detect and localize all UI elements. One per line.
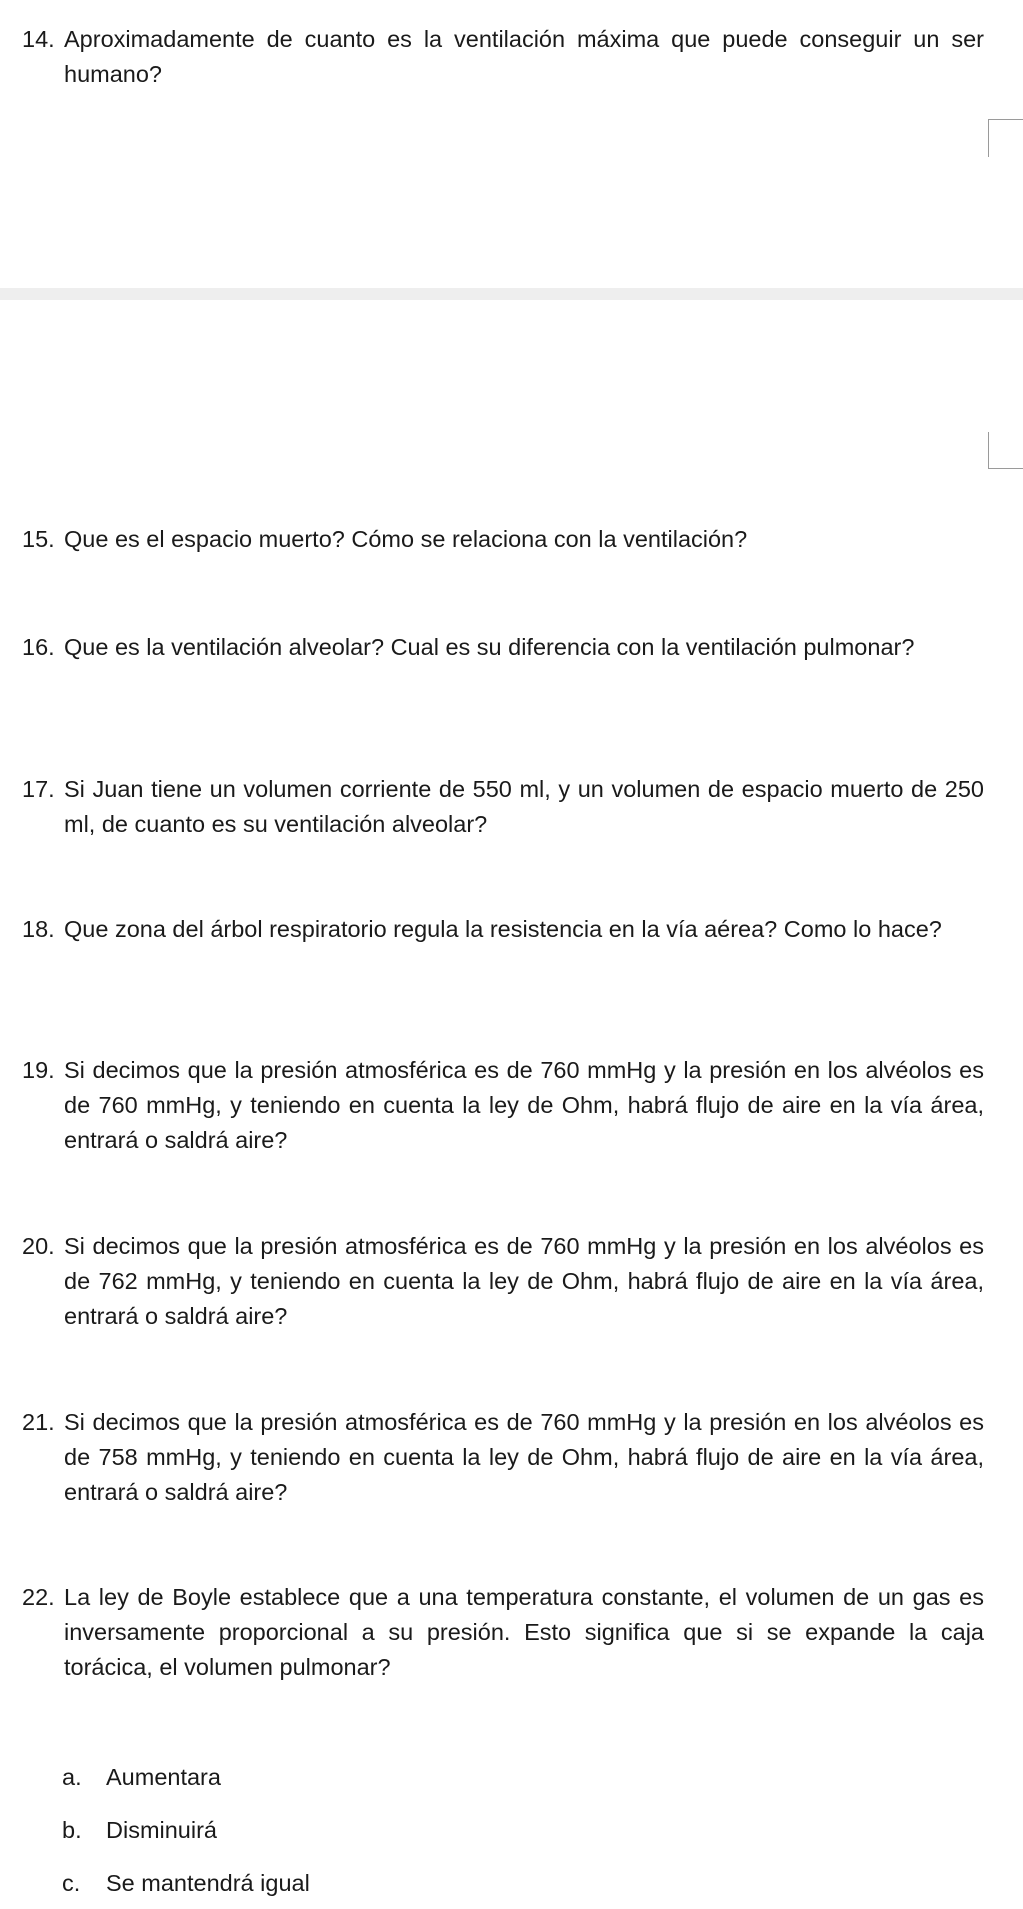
question-text: Si Juan tiene un volumen corriente de 550 ml, y un volumen de espacio muerto de 250 ml, de cuanto es su ventilación alveolar?: [64, 776, 984, 837]
option-letter: c.: [62, 1870, 81, 1896]
question-14: [22, 22, 984, 92]
question-22: [22, 1580, 984, 1685]
question-text: Si decimos que la presión atmosférica es de 760 mmHg y la presión en los alvéolos es de 762 mmHg, y teniendo en cuenta la ley de Ohm, habrá flujo de aire en la vía área, entrará o saldrá aire?: [64, 1233, 984, 1329]
question-number: 15.: [22, 526, 55, 552]
question-16: [22, 630, 984, 665]
question-19: [22, 1053, 984, 1158]
question-21: [22, 1405, 984, 1510]
question-number: 14.: [22, 26, 55, 52]
page-divider: [0, 288, 1023, 300]
question-number: 21.: [22, 1409, 55, 1435]
crop-corner-top: [988, 119, 1023, 157]
question-number: 17.: [22, 776, 55, 802]
question-number: 22.: [22, 1584, 55, 1610]
option-text: Disminuirá: [106, 1817, 217, 1843]
crop-corner-bottom: [988, 432, 1023, 469]
question-number: 18.: [22, 916, 55, 942]
question-15: [22, 522, 984, 557]
option-letter: b.: [62, 1817, 82, 1843]
question-number: 16.: [22, 634, 55, 660]
option-text: Aumentara: [106, 1764, 221, 1790]
question-number: 19.: [22, 1057, 55, 1083]
question-20: [22, 1229, 984, 1334]
option-letter: a.: [62, 1764, 82, 1790]
option-text: Se mantendrá igual: [106, 1870, 310, 1896]
option-a: [62, 1760, 221, 1795]
option-b: [62, 1813, 217, 1848]
question-number: 20.: [22, 1233, 55, 1259]
option-c: [62, 1866, 310, 1901]
question-text: Si decimos que la presión atmosférica es de 760 mmHg y la presión en los alvéolos es de 760 mmHg, y teniendo en cuenta la ley de Ohm, habrá flujo de aire en la vía área, entrará o saldrá aire?: [64, 1057, 984, 1153]
question-text: Aproximadamente de cuanto es la ventilación máxima que puede conseguir un ser humano?: [64, 26, 984, 87]
question-text: Que es el espacio muerto? Cómo se relaciona con la ventilación?: [64, 526, 748, 552]
question-text: Que zona del árbol respiratorio regula la resistencia en la vía aérea? Como lo hace?: [64, 916, 942, 942]
question-text: La ley de Boyle establece que a una temperatura constante, el volumen de un gas es inversamente proporcional a su presión. Esto significa que si se expande la caja torácica, el volumen pulmonar?: [64, 1584, 984, 1680]
question-text: Si decimos que la presión atmosférica es de 760 mmHg y la presión en los alvéolos es de 758 mmHg, y teniendo en cuenta la ley de Ohm, habrá flujo de aire en la vía área, entrará o saldrá aire?: [64, 1409, 984, 1505]
question-text: Que es la ventilación alveolar? Cual es su diferencia con la ventilación pulmonar?: [64, 634, 915, 660]
question-18: [22, 912, 984, 947]
question-17: [22, 772, 984, 842]
